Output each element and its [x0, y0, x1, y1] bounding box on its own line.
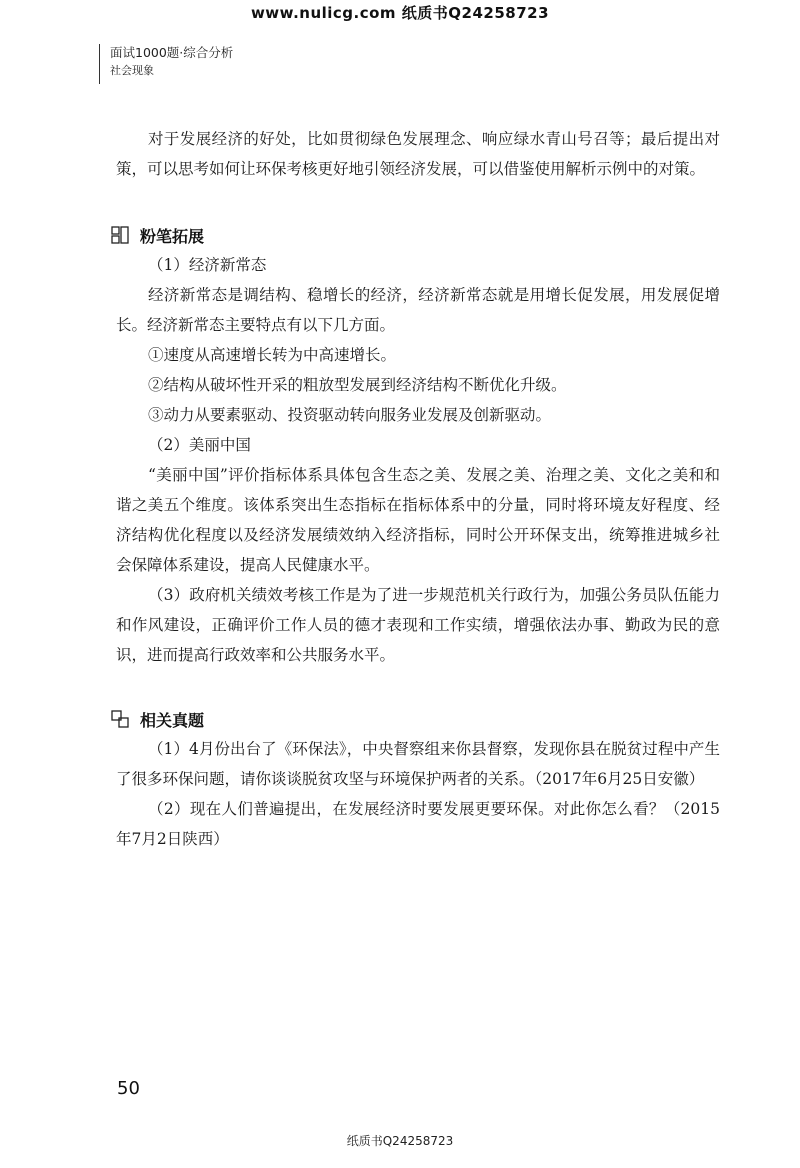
extension-section-icon: [110, 225, 130, 245]
list-item: ③动力从要素驱动、投资驱动转向服务业发展及创新驱动。: [148, 406, 552, 424]
list-item: ①速度从高速增长转为中高速增长。: [148, 346, 397, 364]
paragraph-performance-review: （3）政府机关绩效考核工作是为了进一步规范机关行政行为，加强公务员队伍能力和作风建设，正确评价工作人员的德才表现和工作实绩，增强依法办事、勤政为民的意识，进而提高行政效率和公共服务水平。: [116, 586, 720, 664]
related-questions-icon: [110, 709, 130, 729]
question-item: （1）4月份出台了《环保法》，中央督察组来你县督察，发现你县在脱贫过程中产生了很多环保问题，请你谈谈脱贫攻坚与环境保护两者的关系。（2017年6月25日安徽）: [116, 740, 720, 788]
list-item: ②结构从破坏性开采的粗放型发展到经济结构不断优化升级。: [148, 376, 567, 394]
bottom-watermark: 纸质书Q24258723: [346, 1134, 454, 1148]
book-title: 面试1000题·综合分析: [110, 45, 234, 60]
subheading-economic-new-normal: （1）经济新常态: [148, 256, 267, 274]
section-title-related-questions: 相关真题: [140, 710, 205, 730]
section-header-related-questions: [110, 704, 720, 734]
chapter-title: 社会现象: [110, 64, 154, 77]
running-head: [99, 44, 233, 84]
paragraph-beautiful-china: “美丽中国”评价指标体系具体包含生态之美、发展之美、治理之美、文化之美和和谐之美五个维度。该体系突出生态指标在指标体系中的分量，同时将环境友好程度、经济结构优化程度以及经济发展绩效纳入经济指标，同时公开环保支出，统筹推进城乡社会保障体系建设，提高人民健康水平。: [116, 466, 720, 574]
paragraph-economic-new-normal: 经济新常态是调结构、稳增长的经济，经济新常态就是用增长促发展，用发展促增长。经济新常态主要特点有以下几方面。: [116, 286, 720, 334]
subheading-beautiful-china: （2）美丽中国: [148, 436, 251, 454]
intro-paragraph: 对于发展经济的好处，比如贯彻绿色发展理念、响应绿水青山号召等；最后提出对策，可以思考如何让环保考核更好地引领经济发展，可以借鉴使用解析示例中的对策。: [116, 130, 720, 178]
page-number: 50: [117, 1078, 140, 1099]
page-content: [116, 124, 720, 854]
section-header-extension: [110, 220, 720, 250]
question-item: （2）现在人们普遍提出，在发展经济时要发展更要环保。对此你怎么看？（2015年7月2日陕西）: [116, 800, 720, 848]
section-title-extension: 粉笔拓展: [140, 226, 205, 246]
top-watermark: www.nulicg.com 纸质书Q24258723: [250, 4, 550, 22]
